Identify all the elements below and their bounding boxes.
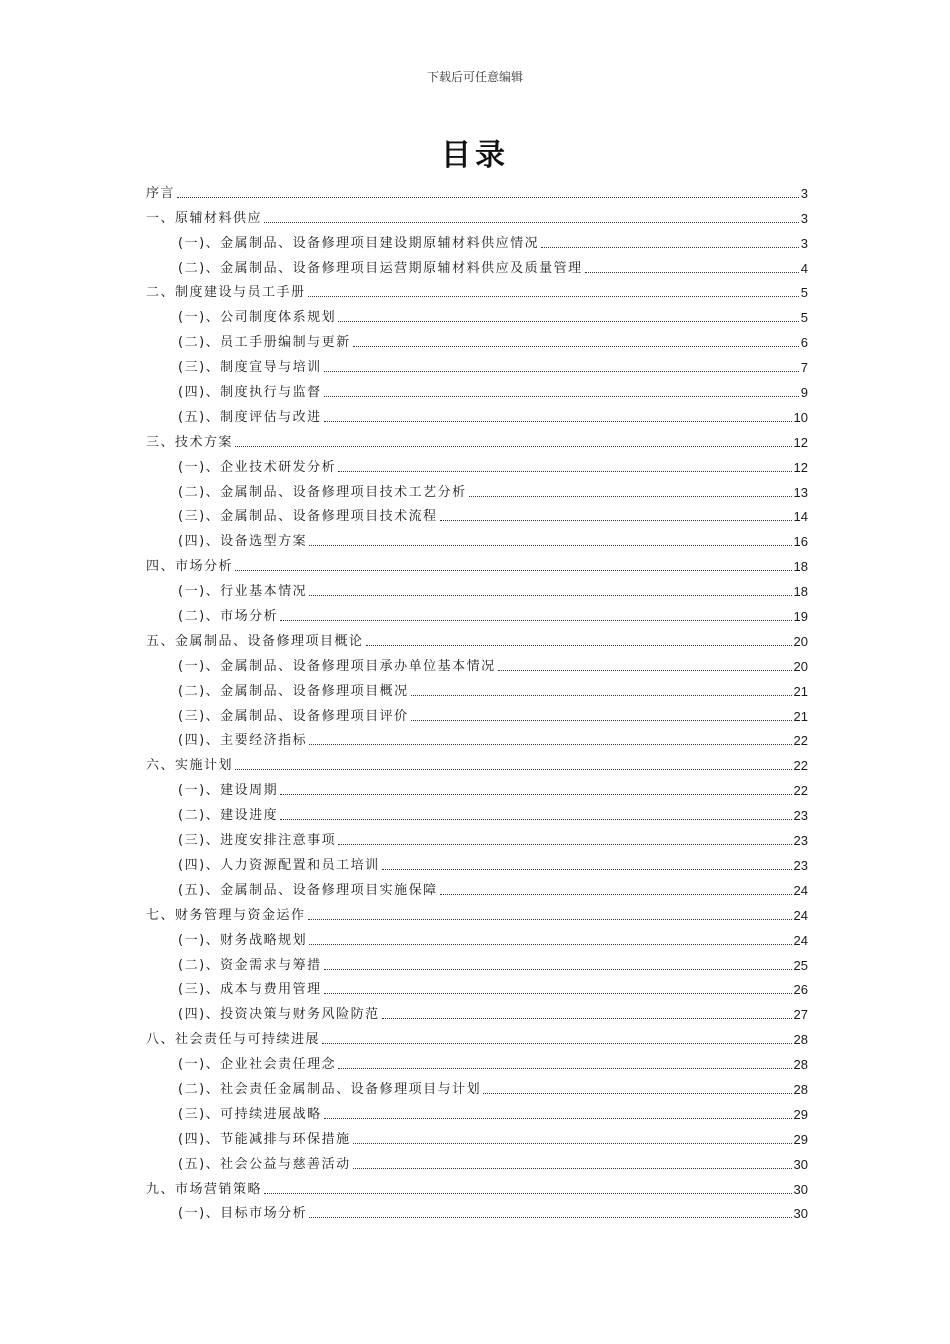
toc-entry-label: (二)、金属制品、设备修理项目运营期原辅材料供应及质量管理 (178, 260, 583, 276)
toc-entry-label: (一)、目标市场分析 (178, 1206, 308, 1222)
toc-dot-leader (280, 620, 791, 621)
toc-entry[interactable] (146, 1147, 808, 1172)
toc-entry-page: 20 (793, 633, 808, 649)
toc-entry-label: (一)、企业社会责任理念 (178, 1057, 337, 1073)
toc-entry-label: (二)、市场分析 (178, 609, 279, 625)
toc-entry-label: (三)、金属制品、设备修理项目技术流程 (178, 509, 438, 525)
toc-dot-leader (308, 919, 792, 920)
toc-entry[interactable] (146, 350, 808, 375)
toc-dot-leader (309, 595, 791, 596)
toc-entry-label: (四)、设备选型方案 (178, 534, 308, 550)
toc-entry-label: 一、原辅材料供应 (146, 210, 263, 226)
toc-entry[interactable] (146, 1197, 808, 1222)
toc-entry[interactable] (146, 699, 808, 724)
toc-dot-leader (235, 570, 792, 571)
toc-entry-label: (三)、进度安排注意事项 (178, 833, 337, 849)
toc-entry[interactable] (146, 1022, 808, 1047)
toc-dot-leader (541, 247, 799, 248)
toc-entry-label: (一)、企业技术研发分析 (178, 459, 337, 475)
toc-entry-label: (三)、金属制品、设备修理项目评价 (178, 708, 409, 724)
toc-entry-page: 3 (800, 210, 808, 226)
toc-entry-label: (二)、建设进度 (178, 808, 279, 824)
toc-entry-label: (二)、金属制品、设备修理项目技术工艺分析 (178, 484, 467, 500)
toc-entry[interactable] (146, 325, 808, 350)
table-of-contents (146, 176, 808, 1221)
toc-entry-page: 25 (793, 957, 808, 973)
toc-entry[interactable] (146, 475, 808, 500)
toc-dot-leader (324, 993, 792, 994)
toc-entry-page: 5 (800, 285, 808, 301)
toc-entry-page: 3 (800, 185, 808, 201)
toc-dot-leader (309, 545, 791, 546)
toc-entry-label: 七、财务管理与资金运作 (146, 907, 306, 923)
toc-entry-page: 20 (793, 658, 808, 674)
toc-entry-page: 26 (793, 982, 808, 998)
toc-entry-page: 24 (793, 882, 808, 898)
toc-dot-leader (338, 844, 791, 845)
toc-entry-label: (五)、金属制品、设备修理项目实施保障 (178, 882, 438, 898)
toc-entry[interactable] (146, 1047, 808, 1072)
toc-entry-label: 八、社会责任与可持续进展 (146, 1032, 321, 1048)
toc-dot-leader (264, 1193, 792, 1194)
toc-entry-page: 4 (800, 260, 808, 276)
toc-dot-leader (309, 944, 791, 945)
toc-entry-page: 29 (793, 1106, 808, 1122)
toc-entry[interactable] (146, 450, 808, 475)
toc-dot-leader (280, 794, 791, 795)
toc-entry-page: 28 (793, 1032, 808, 1048)
toc-dot-leader (498, 670, 792, 671)
toc-entry-page: 28 (793, 1081, 808, 1097)
toc-dot-leader (280, 819, 791, 820)
toc-entry[interactable] (146, 574, 808, 599)
toc-dot-leader (324, 371, 799, 372)
toc-entry[interactable] (146, 599, 808, 624)
toc-entry[interactable] (146, 500, 808, 525)
toc-entry-page: 5 (800, 310, 808, 326)
toc-entry-page: 16 (793, 534, 808, 550)
toc-entry-label: (一)、建设周期 (178, 783, 279, 799)
toc-entry[interactable] (146, 649, 808, 674)
toc-dot-leader (308, 296, 799, 297)
toc-dot-leader (382, 1018, 792, 1019)
toc-entry-label: (三)、可持续进展战略 (178, 1106, 322, 1122)
toc-entry-page: 3 (800, 235, 808, 251)
toc-entry-label: (一)、公司制度体系规划 (178, 310, 337, 326)
toc-entry-label: (一)、金属制品、设备修理项目承办单位基本情况 (178, 658, 496, 674)
toc-entry-page: 6 (800, 335, 808, 351)
toc-entry-label: (二)、资金需求与筹措 (178, 957, 322, 973)
toc-entry-label: (四)、制度执行与监督 (178, 385, 322, 401)
toc-entry-page: 22 (793, 733, 808, 749)
toc-entry[interactable] (146, 400, 808, 425)
toc-entry-label: (四)、人力资源配置和员工培训 (178, 857, 380, 873)
toc-entry-page: 30 (793, 1156, 808, 1172)
toc-entry-page: 22 (793, 783, 808, 799)
toc-entry[interactable] (146, 1072, 808, 1097)
toc-entry-page: 18 (793, 559, 808, 575)
toc-title: 目录 (441, 138, 509, 173)
toc-dot-leader (469, 496, 792, 497)
toc-entry-label: 四、市场分析 (146, 559, 234, 575)
toc-entry[interactable] (146, 375, 808, 400)
toc-dot-leader (338, 1068, 791, 1069)
toc-entry-label: 九、市场营销策略 (146, 1181, 263, 1197)
toc-entry[interactable] (146, 823, 808, 848)
toc-entry[interactable] (146, 724, 808, 749)
toc-dot-leader (483, 1093, 791, 1094)
toc-dot-leader (411, 720, 792, 721)
toc-entry-page: 24 (793, 932, 808, 948)
toc-entry-page: 12 (793, 434, 808, 450)
toc-entry[interactable] (146, 1097, 808, 1122)
header-note: 下载后可任意编辑 (426, 70, 523, 84)
toc-dot-leader (338, 321, 799, 322)
toc-entry-page: 10 (793, 409, 808, 425)
toc-entry-label: (三)、成本与费用管理 (178, 982, 322, 998)
toc-entry-page: 21 (793, 708, 808, 724)
toc-entry-page: 13 (793, 484, 808, 500)
toc-dot-leader (338, 471, 791, 472)
toc-entry-page: 12 (793, 459, 808, 475)
toc-entry[interactable] (146, 425, 808, 450)
toc-entry[interactable] (146, 549, 808, 574)
toc-dot-leader (585, 272, 799, 273)
toc-entry[interactable] (146, 798, 808, 823)
toc-entry-label: (五)、社会公益与慈善活动 (178, 1156, 351, 1172)
toc-entry[interactable] (146, 1172, 808, 1197)
toc-dot-leader (324, 1118, 792, 1119)
toc-entry-page: 30 (793, 1206, 808, 1222)
toc-entry-page: 23 (793, 808, 808, 824)
toc-entry-page: 19 (793, 609, 808, 625)
toc-dot-leader (382, 869, 792, 870)
toc-dot-leader (309, 1217, 791, 1218)
toc-dot-leader (411, 695, 792, 696)
toc-dot-leader (235, 769, 792, 770)
toc-entry-page: 22 (793, 758, 808, 774)
toc-entry[interactable] (146, 201, 808, 226)
toc-entry[interactable] (146, 300, 808, 325)
toc-dot-leader (353, 1143, 792, 1144)
toc-entry-label: 五、金属制品、设备修理项目概论 (146, 633, 364, 649)
toc-entry-page: 29 (793, 1131, 808, 1147)
toc-entry-page: 21 (793, 683, 808, 699)
toc-dot-leader (322, 1043, 792, 1044)
toc-entry[interactable] (146, 1122, 808, 1147)
toc-entry[interactable] (146, 973, 808, 998)
toc-entry[interactable] (146, 997, 808, 1022)
toc-dot-leader (324, 396, 799, 397)
toc-entry-page: 23 (793, 857, 808, 873)
toc-entry-label: (五)、制度评估与改进 (178, 409, 322, 425)
toc-entry-page: 28 (793, 1057, 808, 1073)
toc-entry-label: 三、技术方案 (146, 434, 234, 450)
toc-dot-leader (177, 197, 799, 198)
toc-entry-label: (四)、投资决策与财务风险防范 (178, 1007, 380, 1023)
toc-entry-page: 24 (793, 907, 808, 923)
toc-entry[interactable] (146, 873, 808, 898)
toc-entry-label: 二、制度建设与员工手册 (146, 285, 306, 301)
toc-entry[interactable] (146, 276, 808, 301)
toc-entry-page: 27 (793, 1007, 808, 1023)
toc-dot-leader (324, 421, 792, 422)
toc-dot-leader (440, 894, 792, 895)
toc-dot-leader (264, 222, 799, 223)
toc-dot-leader (235, 446, 792, 447)
toc-entry-label: 序言 (146, 185, 176, 201)
toc-entry[interactable] (146, 624, 808, 649)
toc-entry[interactable] (146, 948, 808, 973)
toc-entry[interactable] (146, 524, 808, 549)
toc-entry-label: (一)、财务战略规划 (178, 932, 308, 948)
toc-entry[interactable] (146, 848, 808, 873)
toc-entry-label: (二)、社会责任金属制品、设备修理项目与计划 (178, 1081, 482, 1097)
toc-entry-label: (二)、员工手册编制与更新 (178, 335, 351, 351)
toc-entry[interactable] (146, 176, 808, 201)
toc-dot-leader (353, 1168, 792, 1169)
toc-entry-page: 14 (793, 509, 808, 525)
toc-entry-page: 30 (793, 1181, 808, 1197)
toc-entry-label: (四)、节能减排与环保措施 (178, 1131, 351, 1147)
toc-entry-label: 六、实施计划 (146, 758, 234, 774)
toc-entry[interactable] (146, 674, 808, 699)
toc-dot-leader (353, 346, 799, 347)
toc-dot-leader (309, 744, 791, 745)
toc-entry-label: (四)、主要经济指标 (178, 733, 308, 749)
toc-dot-leader (440, 520, 792, 521)
toc-entry-page: 18 (793, 584, 808, 600)
toc-entry[interactable] (146, 251, 808, 276)
toc-entry-page: 7 (800, 360, 808, 376)
toc-dot-leader (324, 969, 792, 970)
toc-entry[interactable] (146, 226, 808, 251)
toc-entry[interactable] (146, 898, 808, 923)
toc-dot-leader (366, 645, 792, 646)
toc-entry-label: (二)、金属制品、设备修理项目概况 (178, 683, 409, 699)
toc-entry-label: (三)、制度宣导与培训 (178, 360, 322, 376)
toc-entry-page: 23 (793, 833, 808, 849)
toc-entry[interactable] (146, 748, 808, 773)
toc-entry[interactable] (146, 923, 808, 948)
toc-entry-label: (一)、行业基本情况 (178, 584, 308, 600)
toc-entry-label: (一)、金属制品、设备修理项目建设期原辅材料供应情况 (178, 235, 540, 251)
toc-entry-page: 9 (800, 385, 808, 401)
toc-entry[interactable] (146, 773, 808, 798)
